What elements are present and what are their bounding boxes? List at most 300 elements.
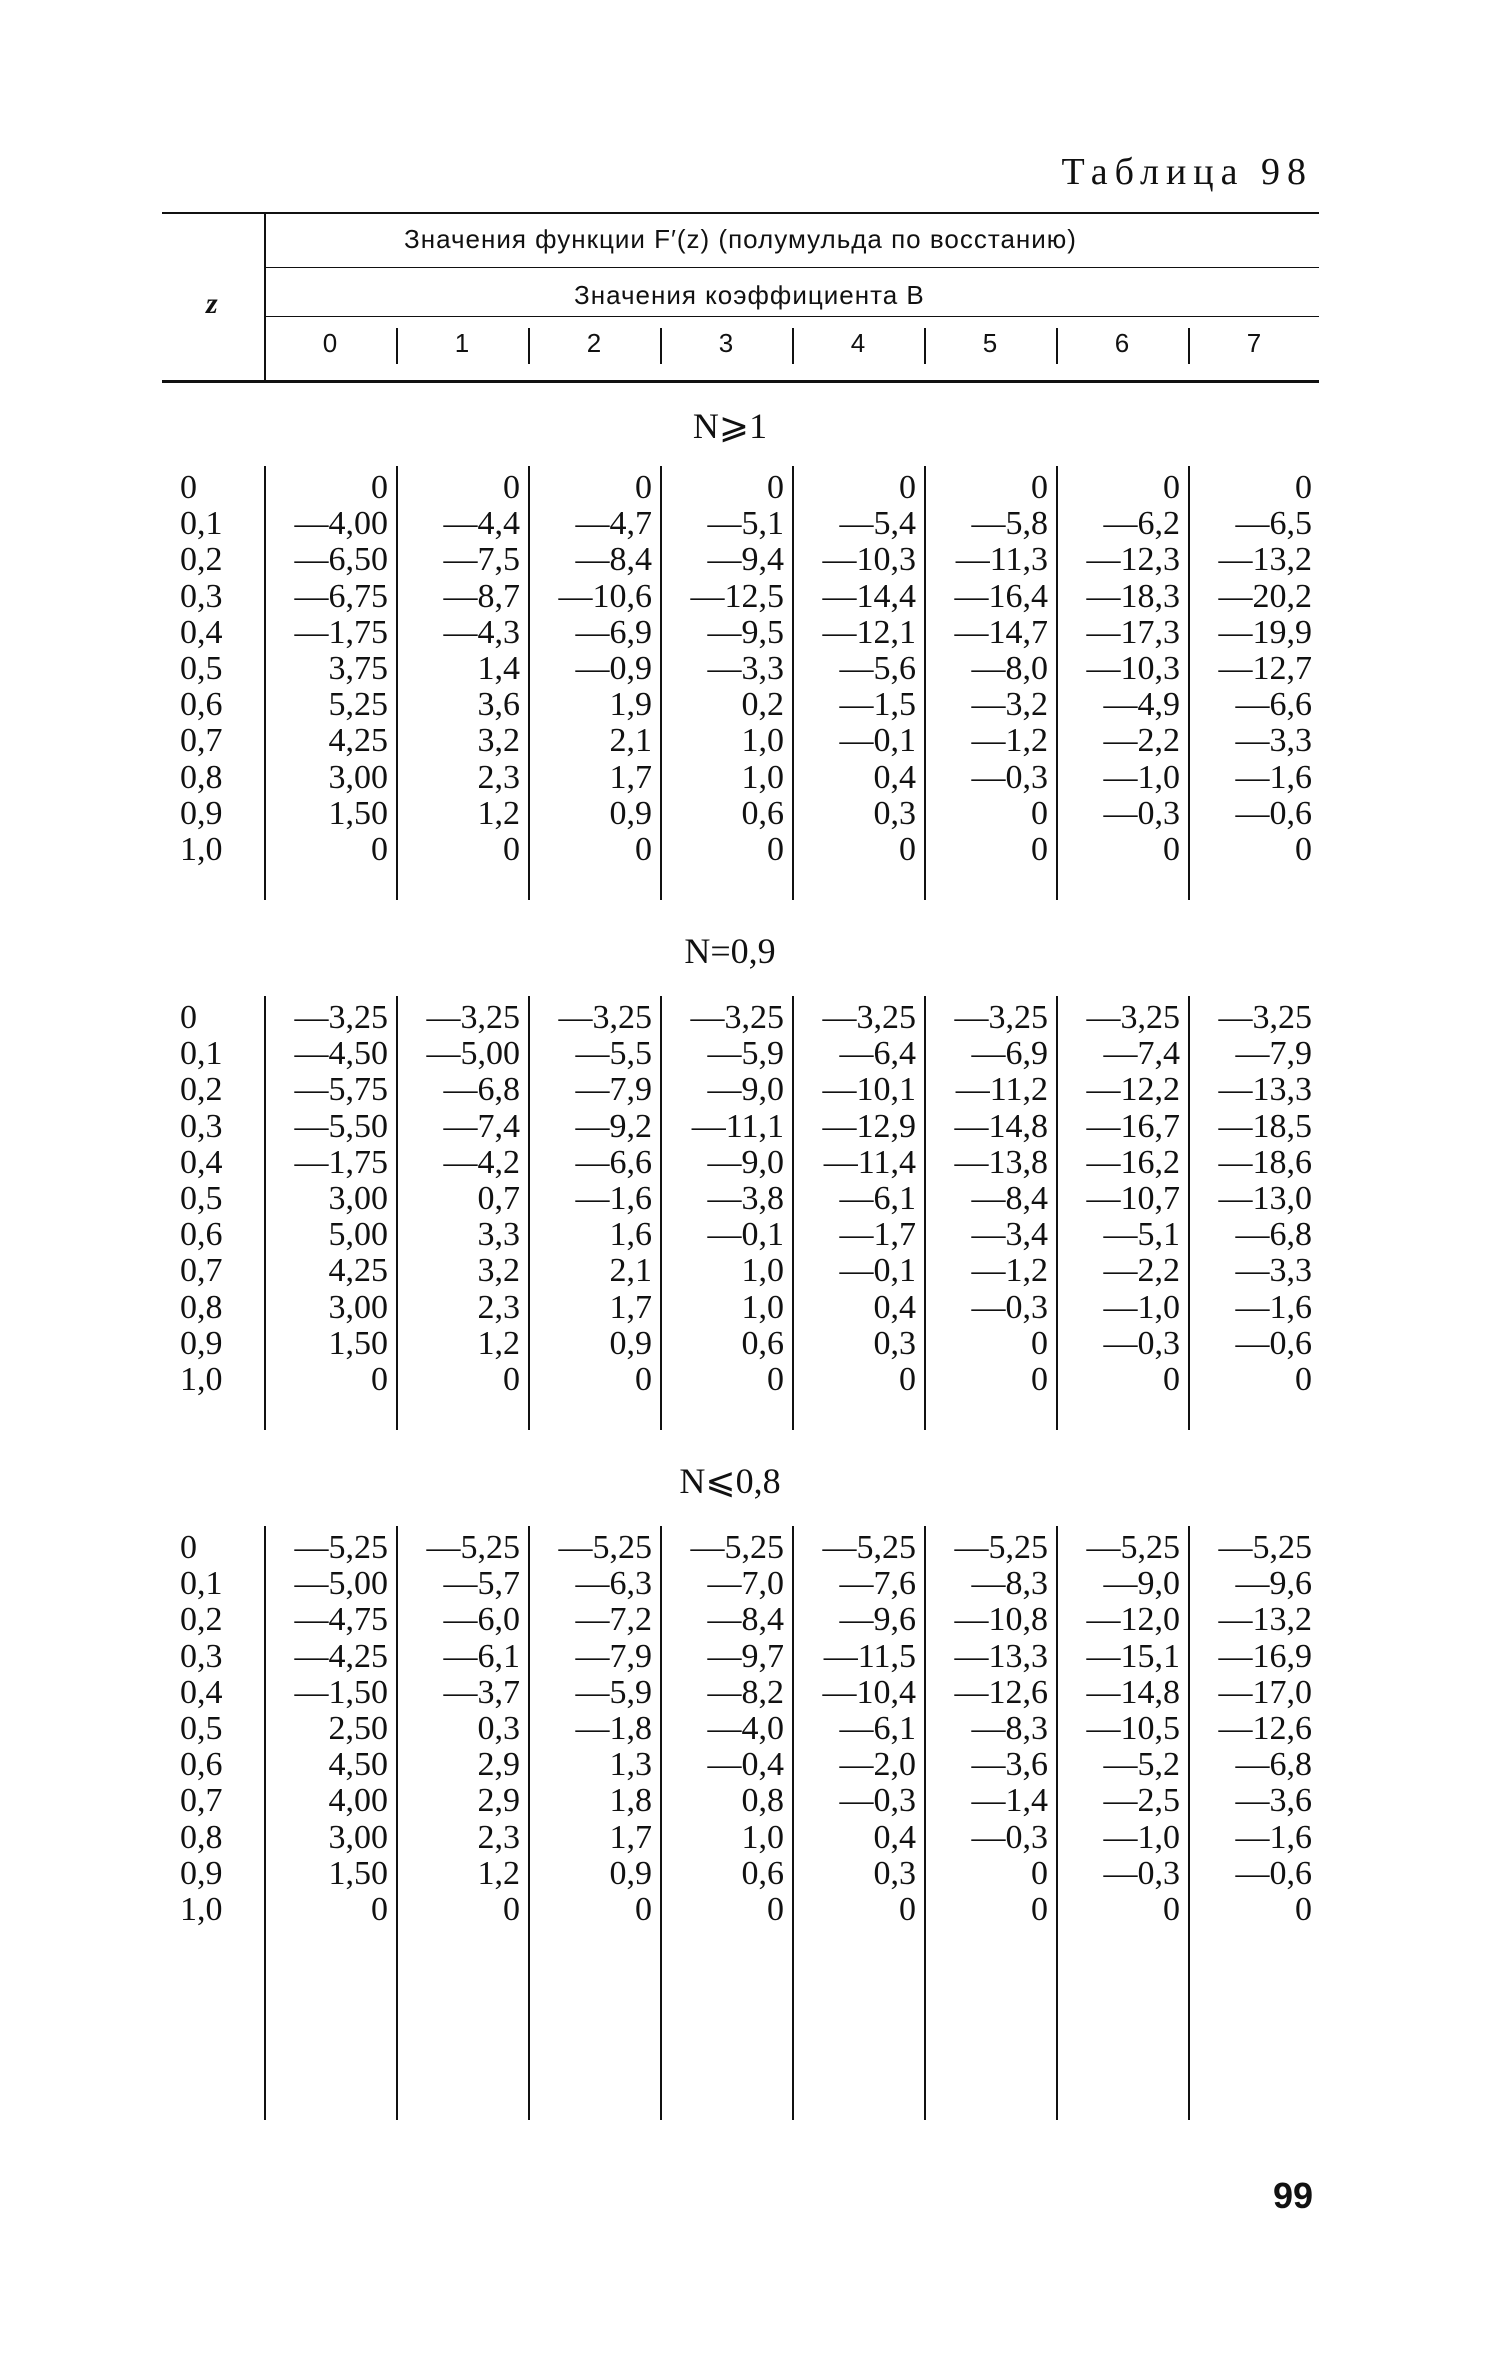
table-cell: —5,25 — [822, 1529, 916, 1566]
table-cell: —13,2 — [1218, 1601, 1312, 1639]
table-cell: —3,25 — [1218, 999, 1312, 1036]
top-rule — [162, 212, 1319, 214]
table-cell: —9,5 — [707, 613, 784, 651]
table-cell: —5,6 — [839, 649, 916, 687]
table-cell: —4,3 — [443, 613, 520, 651]
table-cell: 0 — [899, 1890, 916, 1928]
table-cell: 4,25 — [328, 1252, 388, 1290]
z-value: 0,6 — [180, 1216, 223, 1254]
table-cell: 1,7 — [609, 1288, 652, 1326]
table-cell: 1,50 — [328, 1854, 388, 1892]
table-cell: —6,1 — [443, 1637, 520, 1675]
table-cell: 2,9 — [477, 1746, 520, 1784]
column-separator — [792, 466, 794, 900]
table-cell: —19,9 — [1218, 613, 1312, 651]
values-column-b6 — [1062, 470, 1180, 868]
coefficient-header-0: 0 — [322, 328, 338, 358]
table-cell: —1,0 — [1103, 1288, 1180, 1326]
section-title: N=0,9 — [684, 931, 776, 971]
table-cell: —2,2 — [1103, 1252, 1180, 1290]
values-column-b6 — [1062, 1530, 1180, 1928]
table-cell: —1,6 — [1235, 1818, 1312, 1856]
table-cell: —0,4 — [707, 1746, 784, 1784]
table-cell: 1,2 — [477, 794, 520, 832]
table-cell: —1,6 — [575, 1179, 652, 1217]
z-value: 0,6 — [180, 686, 223, 724]
column-separator — [264, 1526, 266, 2120]
table-cell: —3,25 — [1086, 999, 1180, 1036]
values-column-b5 — [930, 470, 1048, 868]
table-cell: —8,4 — [971, 1179, 1048, 1217]
table-cell: —1,6 — [1235, 758, 1312, 796]
z-value: 0,4 — [180, 613, 223, 651]
values-column-b7 — [1194, 1530, 1312, 1928]
table-cell: —5,25 — [294, 1529, 388, 1566]
header-separator — [396, 328, 398, 364]
table-cell: —14,7 — [954, 613, 1048, 651]
table-cell: —13,0 — [1218, 1179, 1312, 1217]
table-cell: —4,75 — [294, 1601, 388, 1639]
table-cell: 2,50 — [328, 1709, 388, 1747]
section-title: N⩾1 — [692, 406, 768, 446]
z-value: 0,2 — [180, 1071, 223, 1109]
z-value: 0,9 — [180, 794, 223, 832]
table-cell: —1,0 — [1103, 1818, 1180, 1856]
table-cell: —3,7 — [443, 1673, 520, 1711]
table-cell: 0 — [1031, 794, 1048, 832]
table-cell: —1,6 — [1235, 1288, 1312, 1326]
table-cell: —8,3 — [971, 1565, 1048, 1603]
table-cell: 3,00 — [328, 1179, 388, 1217]
table-cell: —6,9 — [575, 613, 652, 651]
table-cell: —5,8 — [971, 505, 1048, 543]
table-cell: 1,6 — [609, 1216, 652, 1254]
table-cell: —13,8 — [954, 1143, 1048, 1181]
z-value: 0 — [180, 999, 197, 1036]
table-cell: —6,4 — [839, 1035, 916, 1073]
table-cell: —6,3 — [575, 1565, 652, 1603]
table-cell: —1,0 — [1103, 758, 1180, 796]
table-cell: —16,7 — [1086, 1107, 1180, 1145]
table-cell: —4,00 — [294, 505, 388, 543]
table-cell: 0,6 — [741, 1324, 784, 1362]
table-cell: —12,6 — [954, 1673, 1048, 1711]
table-cell: —11,5 — [823, 1637, 916, 1675]
table-cell: —5,25 — [558, 1529, 652, 1566]
table-cell: —13,3 — [954, 1637, 1048, 1675]
table-cell: —18,5 — [1218, 1107, 1312, 1145]
table-cell: —3,2 — [971, 686, 1048, 724]
table-cell: —8,4 — [707, 1601, 784, 1639]
table-cell: 0,9 — [609, 794, 652, 832]
table-cell: 0 — [371, 1890, 388, 1928]
table-cell: 0 — [767, 469, 784, 506]
table-cell: 0 — [635, 1360, 652, 1398]
table-cell: —16,4 — [954, 577, 1048, 615]
table-cell: —7,2 — [575, 1601, 652, 1639]
z-value: 0,5 — [180, 1179, 223, 1217]
table-cell: —0,1 — [839, 1252, 916, 1290]
table-cell: —6,8 — [443, 1071, 520, 1109]
table-cell: —12,3 — [1086, 541, 1180, 579]
table-cell: 3,2 — [477, 1252, 520, 1290]
table-cell: 0 — [1031, 1890, 1048, 1928]
table-cell: —9,6 — [1235, 1565, 1312, 1603]
table-cell: 0 — [1031, 1854, 1048, 1892]
values-column-b7 — [1194, 1000, 1312, 1398]
table-cell: 0 — [635, 830, 652, 868]
table-cell: —3,3 — [1235, 1252, 1312, 1290]
z-value: 0,5 — [180, 649, 223, 687]
values-column-b3 — [666, 470, 784, 868]
header-separator — [1056, 328, 1058, 364]
values-column-b6 — [1062, 1000, 1180, 1398]
table-cell: —8,3 — [971, 1709, 1048, 1747]
values-column-b5 — [930, 1530, 1048, 1928]
coefficient-header-6: 6 — [1114, 328, 1130, 358]
z-value: 0 — [180, 1529, 197, 1566]
table-cell: —13,2 — [1218, 541, 1312, 579]
table-cell: —10,3 — [822, 541, 916, 579]
table-cell: —6,1 — [839, 1709, 916, 1747]
header-separator — [660, 328, 662, 364]
table-cell: —12,1 — [822, 613, 916, 651]
table-cell: —20,2 — [1218, 577, 1312, 615]
table-cell: —0,6 — [1235, 794, 1312, 832]
table-cell: 0 — [767, 830, 784, 868]
z-value: 1,0 — [180, 1360, 223, 1398]
table-cell: —4,7 — [575, 505, 652, 543]
values-column-b2 — [534, 1530, 652, 1928]
table-cell: —10,7 — [1086, 1179, 1180, 1217]
table-cell: 0,3 — [477, 1709, 520, 1747]
table-cell: 0 — [1031, 830, 1048, 868]
table-cell: —17,3 — [1086, 613, 1180, 651]
table-cell: —2,0 — [839, 1746, 916, 1784]
table-cell: —3,3 — [707, 649, 784, 687]
table-cell: —3,25 — [426, 999, 520, 1036]
table-cell: —6,6 — [1235, 686, 1312, 724]
table-cell: 0,6 — [741, 1854, 784, 1892]
table-cell: 0 — [503, 830, 520, 868]
coefficient-header-3: 3 — [718, 328, 734, 358]
table-cell: 0 — [503, 1890, 520, 1928]
table-cell: —3,8 — [707, 1179, 784, 1217]
table-cell: —8,7 — [443, 577, 520, 615]
z-value: 0,8 — [180, 1288, 223, 1326]
table-cell: —8,0 — [971, 649, 1048, 687]
table-cell: —6,5 — [1235, 505, 1312, 543]
table-cell: —3,25 — [294, 999, 388, 1036]
table-cell: 0 — [371, 830, 388, 868]
table-cell: 0,9 — [609, 1324, 652, 1362]
table-cell: —5,1 — [1103, 1216, 1180, 1254]
table-cell: —0,3 — [839, 1782, 916, 1820]
table-cell: —3,6 — [1235, 1782, 1312, 1820]
z-values-column — [180, 470, 240, 868]
values-column-b7 — [1194, 470, 1312, 868]
table-cell: —7,6 — [839, 1565, 916, 1603]
table-cell: —10,8 — [954, 1601, 1048, 1639]
table-cell: —14,8 — [1086, 1673, 1180, 1711]
table-cell: —1,2 — [971, 722, 1048, 760]
z-value: 0,1 — [180, 505, 223, 543]
page-number: 99 — [1272, 2175, 1313, 2216]
table-cell: —10,3 — [1086, 649, 1180, 687]
table-cell: 1,0 — [741, 1818, 784, 1856]
table-cell: 0 — [1031, 469, 1048, 506]
table-cell: —0,3 — [1103, 1324, 1180, 1362]
sub-rule-2 — [264, 316, 1319, 317]
column-separator — [264, 466, 266, 900]
table-cell: —7,9 — [1235, 1035, 1312, 1073]
table-cell: —5,25 — [426, 1529, 520, 1566]
column-separator — [924, 466, 926, 900]
section-title: N⩽0,8 — [679, 1461, 781, 1501]
z-values-column — [180, 1000, 240, 1398]
z-value: 0 — [180, 469, 197, 506]
table-cell: 3,3 — [477, 1216, 520, 1254]
table-cell: —1,4 — [971, 1782, 1048, 1820]
table-cell: 3,6 — [477, 686, 520, 724]
table-cell: 1,7 — [609, 758, 652, 796]
table-cell: —8,2 — [707, 1673, 784, 1711]
coefficient-header-4: 4 — [850, 328, 866, 358]
table-cell: —7,9 — [575, 1071, 652, 1109]
table-cell: 0,8 — [741, 1782, 784, 1820]
z-value: 0,3 — [180, 1637, 223, 1675]
z-column-label: z — [206, 287, 218, 320]
table-cell: 0,4 — [873, 758, 916, 796]
table-cell: —9,0 — [707, 1143, 784, 1181]
table-cell: 3,00 — [328, 1818, 388, 1856]
table-cell: —6,1 — [839, 1179, 916, 1217]
table-cell: 0,3 — [873, 794, 916, 832]
values-column-b3 — [666, 1000, 784, 1398]
table-cell: —12,0 — [1086, 1601, 1180, 1639]
table-cell: —5,9 — [707, 1035, 784, 1073]
table-cell: 0,4 — [873, 1288, 916, 1326]
values-column-b0 — [270, 1000, 388, 1398]
table-cell: 0 — [1163, 830, 1180, 868]
table-cell: —12,2 — [1086, 1071, 1180, 1109]
column-separator — [264, 996, 266, 1430]
table-cell: 1,2 — [477, 1324, 520, 1362]
table-cell: —5,25 — [954, 1529, 1048, 1566]
z-value: 1,0 — [180, 830, 223, 868]
table-cell: —12,7 — [1218, 649, 1312, 687]
table-cell: —5,2 — [1103, 1746, 1180, 1784]
table-cell: —9,2 — [575, 1107, 652, 1145]
z-value: 1,0 — [180, 1890, 223, 1928]
table-cell: 0,3 — [873, 1854, 916, 1892]
table-cell: —8,4 — [575, 541, 652, 579]
values-column-b5 — [930, 1000, 1048, 1398]
table-cell: 1,0 — [741, 758, 784, 796]
table-cell: 5,00 — [328, 1216, 388, 1254]
table-cell: —5,1 — [707, 505, 784, 543]
column-separator — [396, 466, 398, 900]
table-cell: 1,3 — [609, 1746, 652, 1784]
values-column-b4 — [798, 1530, 916, 1928]
table-cell: 1,0 — [741, 1288, 784, 1326]
table-cell: —3,6 — [971, 1746, 1048, 1784]
table-cell: —1,75 — [294, 1143, 388, 1181]
table-cell: —5,00 — [426, 1035, 520, 1073]
table-label: Таблица 98 — [1061, 151, 1313, 193]
table-cell: 0 — [1295, 1360, 1312, 1398]
table-cell: 0 — [635, 1890, 652, 1928]
table-cell: —5,25 — [1218, 1529, 1312, 1566]
z-value: 0,6 — [180, 1746, 223, 1784]
column-separator — [396, 1526, 398, 2120]
table-cell: 0 — [1295, 830, 1312, 868]
table-cell: 1,0 — [741, 722, 784, 760]
header-separator — [792, 328, 794, 364]
column-separator — [924, 996, 926, 1430]
coefficient-header-5: 5 — [982, 328, 998, 358]
header-separator — [528, 328, 530, 364]
table-cell: —5,7 — [443, 1565, 520, 1603]
coefficient-header-2: 2 — [586, 328, 602, 358]
table-cell: —5,00 — [294, 1565, 388, 1603]
z-value: 0,9 — [180, 1324, 223, 1362]
z-value: 0,4 — [180, 1673, 223, 1711]
table-cell: —11,2 — [955, 1071, 1048, 1109]
values-column-b3 — [666, 1530, 784, 1928]
z-value: 0,9 — [180, 1854, 223, 1892]
table-cell: 2,3 — [477, 758, 520, 796]
table-cell: —0,3 — [971, 758, 1048, 796]
table-cell: 1,7 — [609, 1818, 652, 1856]
table-cell: —5,25 — [1086, 1529, 1180, 1566]
header-separator — [924, 328, 926, 364]
table-cell: 0 — [1295, 469, 1312, 506]
table-cell: 0 — [767, 1360, 784, 1398]
function-title: Значения функции F′(z) (полумульда по восстанию) — [404, 224, 1077, 254]
column-separator — [792, 1526, 794, 2120]
table-cell: —7,4 — [1103, 1035, 1180, 1073]
table-cell: —6,8 — [1235, 1746, 1312, 1784]
table-cell: —11,1 — [691, 1107, 784, 1145]
table-cell: —1,8 — [575, 1709, 652, 1747]
table-cell: —0,1 — [707, 1216, 784, 1254]
table-cell: —6,50 — [294, 541, 388, 579]
table-cell: 0,7 — [477, 1179, 520, 1217]
table-cell: —6,0 — [443, 1601, 520, 1639]
table-cell: —11,4 — [823, 1143, 916, 1181]
table-cell: 0 — [635, 469, 652, 506]
table-cell: 0,3 — [873, 1324, 916, 1362]
table-cell: 1,50 — [328, 794, 388, 832]
table-cell: 0 — [1031, 1360, 1048, 1398]
table-cell: —6,75 — [294, 577, 388, 615]
table-cell: —5,50 — [294, 1107, 388, 1145]
table-cell: —3,3 — [1235, 722, 1312, 760]
table-cell: —7,9 — [575, 1637, 652, 1675]
table-cell: 0,9 — [609, 1854, 652, 1892]
table-cell: 4,50 — [328, 1746, 388, 1784]
table-cell: 1,2 — [477, 1854, 520, 1892]
values-column-b2 — [534, 1000, 652, 1398]
table-cell: —4,50 — [294, 1035, 388, 1073]
table-cell: 1,8 — [609, 1782, 652, 1820]
table-cell: 0 — [503, 1360, 520, 1398]
table-cell: —4,9 — [1103, 686, 1180, 724]
table-cell: —18,6 — [1218, 1143, 1312, 1181]
z-value: 0,4 — [180, 1143, 223, 1181]
table-cell: —12,5 — [690, 577, 784, 615]
table-cell: —0,3 — [1103, 794, 1180, 832]
table-cell: —3,25 — [558, 999, 652, 1036]
table-cell: —4,25 — [294, 1637, 388, 1675]
column-separator — [1056, 1526, 1058, 2120]
values-column-b0 — [270, 1530, 388, 1928]
values-column-b2 — [534, 470, 652, 868]
table-cell: 0,2 — [741, 686, 784, 724]
table-cell: —0,6 — [1235, 1854, 1312, 1892]
column-separator — [396, 996, 398, 1430]
sub-rule-1 — [264, 267, 1319, 268]
column-separator — [528, 996, 530, 1430]
table-cell: —13,3 — [1218, 1071, 1312, 1109]
z-value: 0,7 — [180, 1252, 223, 1290]
table-cell: —17,0 — [1218, 1673, 1312, 1711]
table-cell: 3,75 — [328, 649, 388, 687]
coefficient-header-7: 7 — [1246, 328, 1262, 358]
table-cell: —7,0 — [707, 1565, 784, 1603]
table-cell: —9,6 — [839, 1601, 916, 1639]
table-cell: —15,1 — [1086, 1637, 1180, 1675]
table-cell: —5,25 — [690, 1529, 784, 1566]
table-cell: —11,3 — [955, 541, 1048, 579]
table-cell: —0,3 — [971, 1288, 1048, 1326]
table-cell: —0,3 — [1103, 1854, 1180, 1892]
table-cell: —0,1 — [839, 722, 916, 760]
table-cell: —4,2 — [443, 1143, 520, 1181]
z-value: 0,3 — [180, 577, 223, 615]
table-cell: 0,4 — [873, 1818, 916, 1856]
table-cell: —9,4 — [707, 541, 784, 579]
z-value: 0,8 — [180, 1818, 223, 1856]
table-cell: 0 — [899, 830, 916, 868]
table-cell: —3,25 — [954, 999, 1048, 1036]
column-separator — [1056, 996, 1058, 1430]
table-cell: 2,1 — [609, 722, 652, 760]
table-cell: —5,5 — [575, 1035, 652, 1073]
z-value: 0,7 — [180, 722, 223, 760]
z-value: 0,7 — [180, 1782, 223, 1820]
table-cell: —6,2 — [1103, 505, 1180, 543]
table-cell: 3,00 — [328, 1288, 388, 1326]
table-cell: —14,4 — [822, 577, 916, 615]
table-cell: —7,4 — [443, 1107, 520, 1145]
table-cell: —4,4 — [443, 505, 520, 543]
table-cell: —2,2 — [1103, 722, 1180, 760]
column-separator — [528, 466, 530, 900]
table-cell: 0 — [767, 1890, 784, 1928]
header-separator — [1188, 328, 1190, 364]
table-cell: —3,25 — [822, 999, 916, 1036]
table-cell: 4,00 — [328, 1782, 388, 1820]
table-cell: —1,50 — [294, 1673, 388, 1711]
table-cell: —0,9 — [575, 649, 652, 687]
column-separator — [1188, 1526, 1190, 2120]
table-cell: 2,1 — [609, 1252, 652, 1290]
table-cell: —6,8 — [1235, 1216, 1312, 1254]
table-cell: 2,3 — [477, 1818, 520, 1856]
column-separator — [1188, 466, 1190, 900]
